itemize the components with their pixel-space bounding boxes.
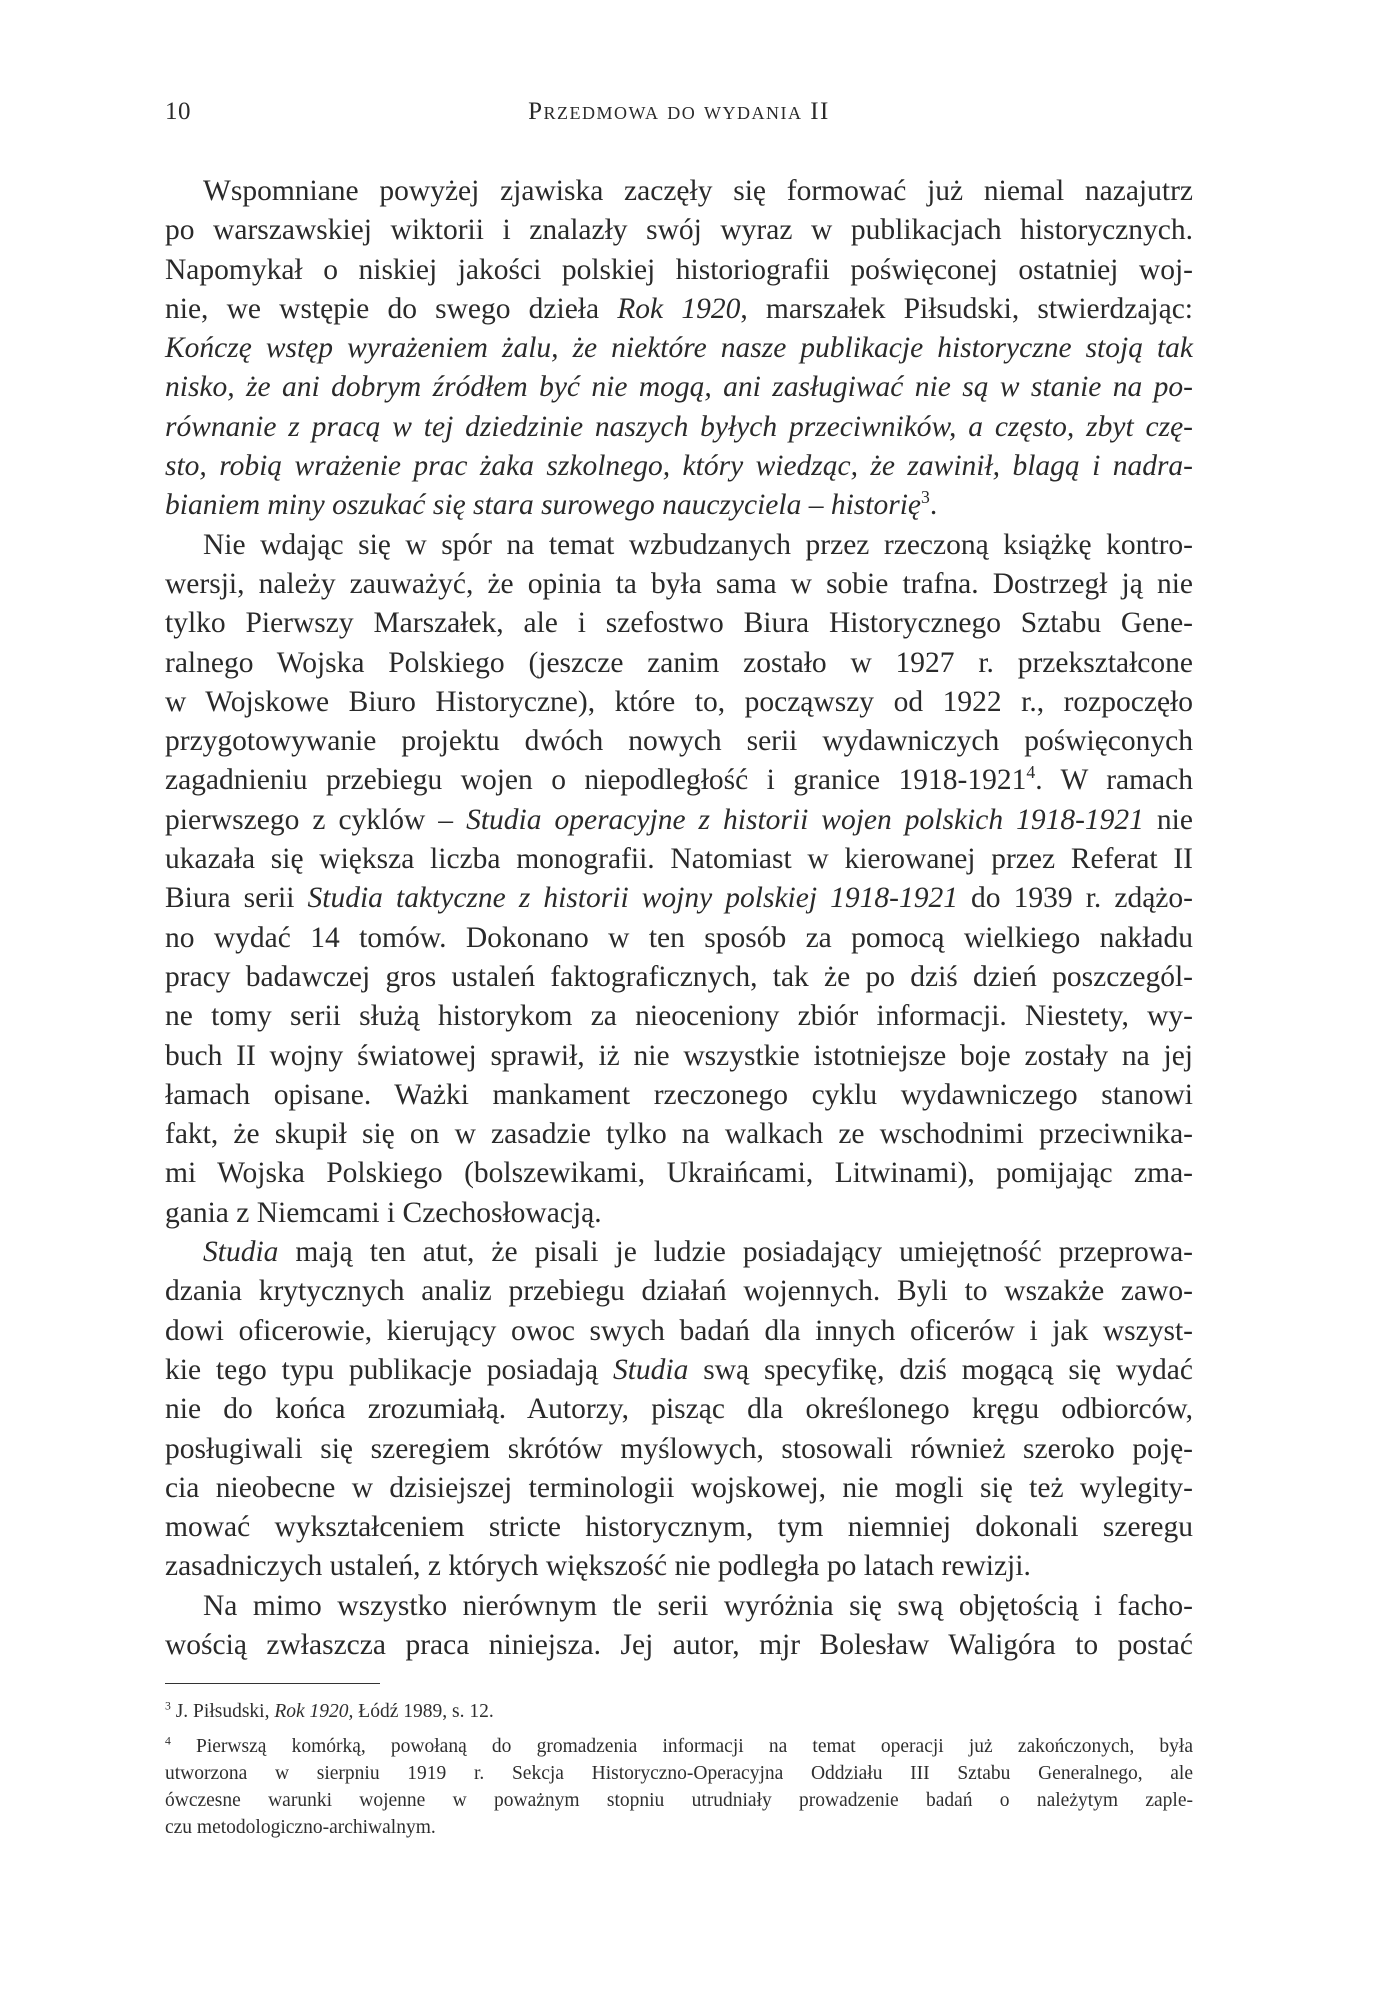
text-line	[165, 329, 1193, 368]
text-run: zagadnieniu przebiegu wojen o niepodległość i granice 1918-1921	[165, 764, 1027, 797]
footnotes	[165, 1698, 1193, 1849]
page-number: 10	[165, 98, 191, 125]
text-line	[165, 1312, 1193, 1351]
text-run: .	[929, 489, 938, 522]
text-line	[165, 683, 1193, 722]
text-run: Na mimo wszystko nierównym tle serii wyróżnia się swą objętością i facho-	[203, 1589, 1193, 1622]
text-line	[165, 997, 1193, 1036]
text-line	[165, 526, 1193, 565]
footnote-marker: 4	[165, 1734, 171, 1748]
body-text	[165, 172, 1193, 1665]
text-run: kie tego typu publikacje posiadają	[165, 1353, 613, 1386]
text-run: nie do końca zrozumiałą. Autorzy, pisząc dla określonego kręgu odbiorców,	[165, 1393, 1193, 1426]
text-line	[165, 408, 1193, 447]
text-run: po warszawskiej wiktorii i znalazły swój wyraz w publikacjach historycznych.	[165, 214, 1193, 247]
text-run: tylko Pierwszy Marszałek, ale i szefostwo Biura Historycznego Sztabu Gene-	[165, 607, 1193, 640]
italic-text: Studia	[203, 1236, 279, 1269]
text-run: ukazała się większa liczba monografii. Natomiast w kierowanej przez Referat II	[165, 843, 1193, 876]
text-run: Biura serii	[165, 882, 308, 915]
text-line	[165, 447, 1193, 486]
italic-text: Rok 1920	[617, 292, 741, 325]
footnote-marker: 3	[920, 487, 930, 508]
text-run: ralnego Wojska Polskiego (jeszcze zanim zostało w 1927 r. przekształcone	[165, 646, 1193, 679]
text-run: J. Piłsudski,	[170, 1701, 275, 1722]
text-run: dzania krytycznych analiz przebiegu działań wojennych. Byli to wszakże zawo-	[165, 1275, 1193, 1308]
text-line	[165, 172, 1193, 211]
paragraph	[165, 172, 1193, 526]
text-run: Pierwszą komórką, powołaną do gromadzenia informacji na temat operacji już zakończonych, była	[170, 1736, 1193, 1757]
italic-text: Kończę wstęp wyrażeniem żalu, że niektóre nasze publikacje historyczne stoją tak	[165, 332, 1193, 365]
text-run: mi Wojska Polskiego (bolszewikami, Ukraińcami, Litwinami), pomijając zma-	[165, 1157, 1193, 1190]
footnote	[165, 1698, 1193, 1725]
text-run: pracy badawczej gros ustaleń faktograficznych, tak że po dziś dzień poszczegól-	[165, 960, 1193, 993]
text-line	[165, 1508, 1193, 1547]
text-line	[165, 1351, 1193, 1390]
text-line	[165, 211, 1193, 250]
text-line	[165, 1430, 1193, 1469]
text-line	[165, 919, 1193, 958]
text-line	[165, 1194, 1193, 1233]
text-line	[165, 1115, 1193, 1154]
italic-text: sto, robią wrażenie prac żaka szkolnego, który wiedząc, że zawinił, blagą i nadra-	[165, 450, 1193, 483]
footnote-line	[165, 1814, 1193, 1841]
footnote	[165, 1733, 1193, 1841]
text-run: fakt, że skupił się on w zasadzie tylko na walkach ze wschodnimi przeciwnika-	[165, 1118, 1193, 1151]
italic-text: Rok 1920,	[274, 1701, 354, 1722]
footnote-line	[165, 1698, 1193, 1725]
text-line	[165, 1547, 1193, 1586]
text-run: cia nieobecne w dzisiejszej terminologii wojskowej, nie mogli się też wylegity-	[165, 1471, 1193, 1504]
text-run: Wspomniane powyżej zjawiska zaczęły się formować już niemal nazajutrz	[203, 175, 1193, 207]
text-run: wersji, należy zauważyć, że opinia ta była sama w sobie trafna. Dostrzegł ją nie	[165, 567, 1193, 600]
text-run: dowi oficerowie, kierujący owoc swych badań dla innych oficerów i jak wszyst-	[165, 1314, 1193, 1347]
text-line	[165, 840, 1193, 879]
italic-text: nisko, że ani dobrym źródłem być nie mogą, ani zasługiwać nie są w stanie na po-	[165, 371, 1193, 404]
text-run: Nie wdając się w spór na temat wzbudzanych przez rzeczoną książkę kontro-	[203, 528, 1193, 561]
footnote-line	[165, 1733, 1193, 1760]
italic-text: bianiem miny oszukać się stara surowego nauczyciela – historię	[165, 489, 921, 522]
text-run: w Wojskowe Biuro Historyczne), które to, począwszy od 1922 r., rozpoczęło	[165, 685, 1193, 718]
text-run: mają ten atut, że pisali je ludzie posiadający umiejętność przeprowa-	[278, 1236, 1193, 1269]
text-line	[165, 722, 1193, 761]
text-run: Napomykał o niskiej jakości polskiej historiografii poświęconej ostatniej woj-	[165, 253, 1193, 286]
text-line	[165, 290, 1193, 329]
paragraph	[165, 1233, 1193, 1587]
text-line	[165, 1390, 1193, 1429]
text-run: , marszałek Piłsudski, stwierdzając:	[740, 292, 1193, 325]
text-line	[165, 1154, 1193, 1193]
text-line	[165, 1037, 1193, 1076]
text-run: nie, we wstępie do swego dzieła	[165, 292, 618, 325]
text-run: ówczesne warunki wojenne w poważnym stopniu utrudniały prowadzenie badań o należytym zaple-	[165, 1790, 1193, 1811]
italic-text: Studia	[612, 1353, 689, 1386]
footnote-line	[165, 1760, 1193, 1787]
page-header	[165, 98, 1193, 138]
text-line	[165, 604, 1193, 643]
text-line	[165, 1272, 1193, 1311]
text-line	[165, 486, 1193, 525]
text-run: do 1939 r. zdążo-	[957, 882, 1193, 915]
text-run: czu metodologiczno-archiwalnym.	[165, 1817, 436, 1838]
text-line	[165, 1626, 1193, 1665]
text-run: Łódź 1989, s. 12.	[353, 1701, 494, 1722]
text-line	[165, 879, 1193, 918]
text-line	[165, 368, 1193, 407]
text-run: ne tomy serii służą historykom za nieoceniony zbiór informacji. Niestety, wy-	[165, 1000, 1193, 1033]
text-line	[165, 761, 1193, 800]
text-run: łamach opisane. Ważki mankament rzeczonego cyklu wydawniczego stanowi	[165, 1078, 1193, 1111]
text-run: utworzona w sierpniu 1919 r. Sekcja Historyczno-Operacyjna Oddziału III Sztabu Generalnego, ale	[165, 1763, 1193, 1784]
text-line	[165, 1233, 1193, 1272]
text-run: wością zwłaszcza praca niniejsza. Jej autor, mjr Bolesław Waligóra to postać	[165, 1628, 1193, 1661]
footnote-marker: 4	[1026, 762, 1036, 783]
text-run: nie	[1143, 803, 1193, 836]
text-run: pierwszego z cyklów –	[165, 803, 467, 836]
paragraph	[165, 526, 1193, 1233]
text-line	[165, 1076, 1193, 1115]
text-run: mować wykształceniem stricte historycznym, tym niemniej dokonali szeregu	[165, 1511, 1193, 1544]
text-line	[165, 1587, 1193, 1626]
text-run: no wydać 14 tomów. Dokonano w ten sposób za pomocą wielkiego nakładu	[165, 921, 1193, 954]
text-run: swą specyfikę, dziś mogącą się wydać	[688, 1353, 1193, 1386]
text-run: . W ramach	[1035, 764, 1193, 797]
paragraph	[165, 1587, 1193, 1666]
text-run: przygotowywanie projektu dwóch nowych serii wydawniczych poświęconych	[165, 725, 1193, 758]
text-line	[165, 1469, 1193, 1508]
text-run: zasadniczych ustaleń, z których większość nie podległa po latach rewizji.	[165, 1550, 1031, 1583]
footnote-marker: 3	[165, 1699, 171, 1713]
text-run: gania z Niemcami i Czechosłowacją.	[165, 1196, 602, 1229]
running-head: Przedmowa do wydania II	[528, 98, 830, 125]
text-run: posługiwali się szeregiem skrótów myślowych, stosowali również szeroko poję-	[165, 1432, 1193, 1465]
italic-text: Studia taktyczne z historii wojny polskiej 1918-1921	[307, 882, 958, 915]
footnote-line	[165, 1787, 1193, 1814]
text-line	[165, 958, 1193, 997]
text-line	[165, 565, 1193, 604]
footnote-separator	[165, 1683, 380, 1684]
text-run: buch II wojny światowej sprawił, iż nie wszystkie istotniejsze boje zostały na jej	[165, 1039, 1193, 1072]
text-line	[165, 644, 1193, 683]
text-line	[165, 801, 1193, 840]
italic-text: Studia operacyjne z historii wojen polskich 1918-1921	[466, 803, 1144, 836]
text-line	[165, 251, 1193, 290]
italic-text: równanie z pracą w tej dziedzinie naszych byłych przeciwników, a często, zbyt czę-	[165, 410, 1193, 443]
